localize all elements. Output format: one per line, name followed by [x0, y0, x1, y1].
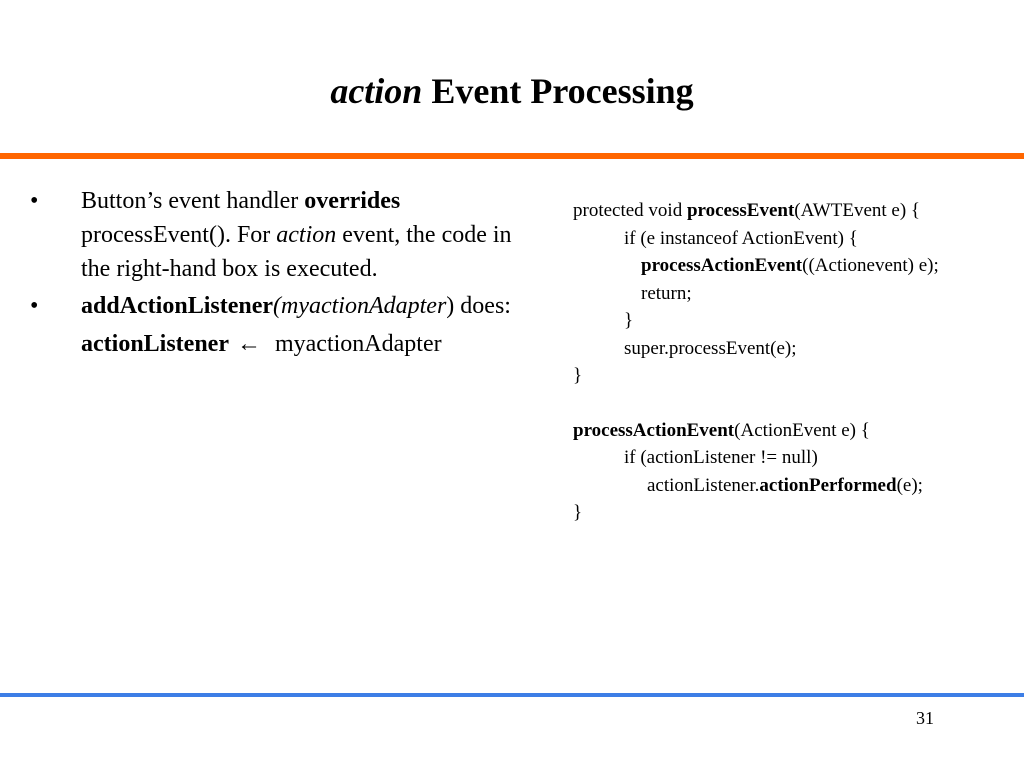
bullet-1-italic: action	[276, 222, 337, 248]
code-text: actionListener.	[647, 474, 760, 496]
page-number: 31	[916, 708, 934, 728]
assignment-rhs: myactionAdapter	[274, 331, 442, 357]
code-text: (ActionEvent e) {	[734, 419, 870, 441]
code-line-8	[573, 417, 1013, 445]
bullet-item-2	[30, 289, 540, 323]
code-line-9: if (actionListener != null)	[624, 447, 818, 468]
code-text: ((Actionevent) e);	[802, 255, 939, 276]
code-text: (AWTEvent e) {	[794, 200, 921, 221]
code-bold: actionPerformed	[759, 474, 897, 496]
code-text: (e);	[896, 474, 923, 496]
assignment-line	[30, 327, 540, 361]
slide-title	[0, 66, 1024, 116]
code-line-5: }	[624, 310, 634, 331]
bullet-icon: •	[30, 293, 39, 319]
code-blank-line	[573, 390, 1013, 417]
bullet-1-text-b: processEvent(). For	[81, 222, 277, 248]
bullet-2-text: ) does:	[446, 293, 511, 319]
code-line-1	[573, 197, 1013, 225]
code-line-11: }	[573, 502, 583, 523]
code-line-7: }	[573, 365, 583, 386]
code-line-4: return;	[641, 282, 692, 304]
bullet-2-italic: (myactionAdapter	[273, 293, 447, 319]
top-divider	[0, 153, 1024, 159]
code-line-2: if (e instanceof ActionEvent) {	[624, 227, 858, 249]
bullet-1-bold: overrides	[304, 188, 401, 214]
code-line-3	[573, 252, 1013, 280]
code-box	[573, 197, 1013, 527]
bullet-2-bold: addActionListener	[81, 293, 273, 319]
bottom-divider	[0, 693, 1024, 697]
title-rest: Event Processing	[431, 71, 694, 111]
left-arrow-icon: ←	[236, 331, 261, 357]
title-italic-word: action	[330, 71, 423, 111]
code-line-6: super.processEvent(e);	[624, 337, 797, 359]
code-text: protected void	[573, 200, 687, 221]
bullet-item-1	[30, 184, 540, 286]
code-bold: processActionEvent	[641, 255, 803, 276]
bullet-1-text-c: event, the code in the right-hand box is executed.	[81, 222, 512, 282]
code-line-10	[573, 472, 1013, 500]
code-bold: processActionEvent	[573, 419, 735, 441]
assignment-lhs: actionListener	[81, 331, 229, 357]
bullet-list	[30, 184, 540, 361]
bullet-1-text-a: Button’s event handler	[81, 188, 305, 214]
bullet-icon: •	[30, 188, 39, 214]
code-bold: processEvent	[686, 200, 795, 221]
